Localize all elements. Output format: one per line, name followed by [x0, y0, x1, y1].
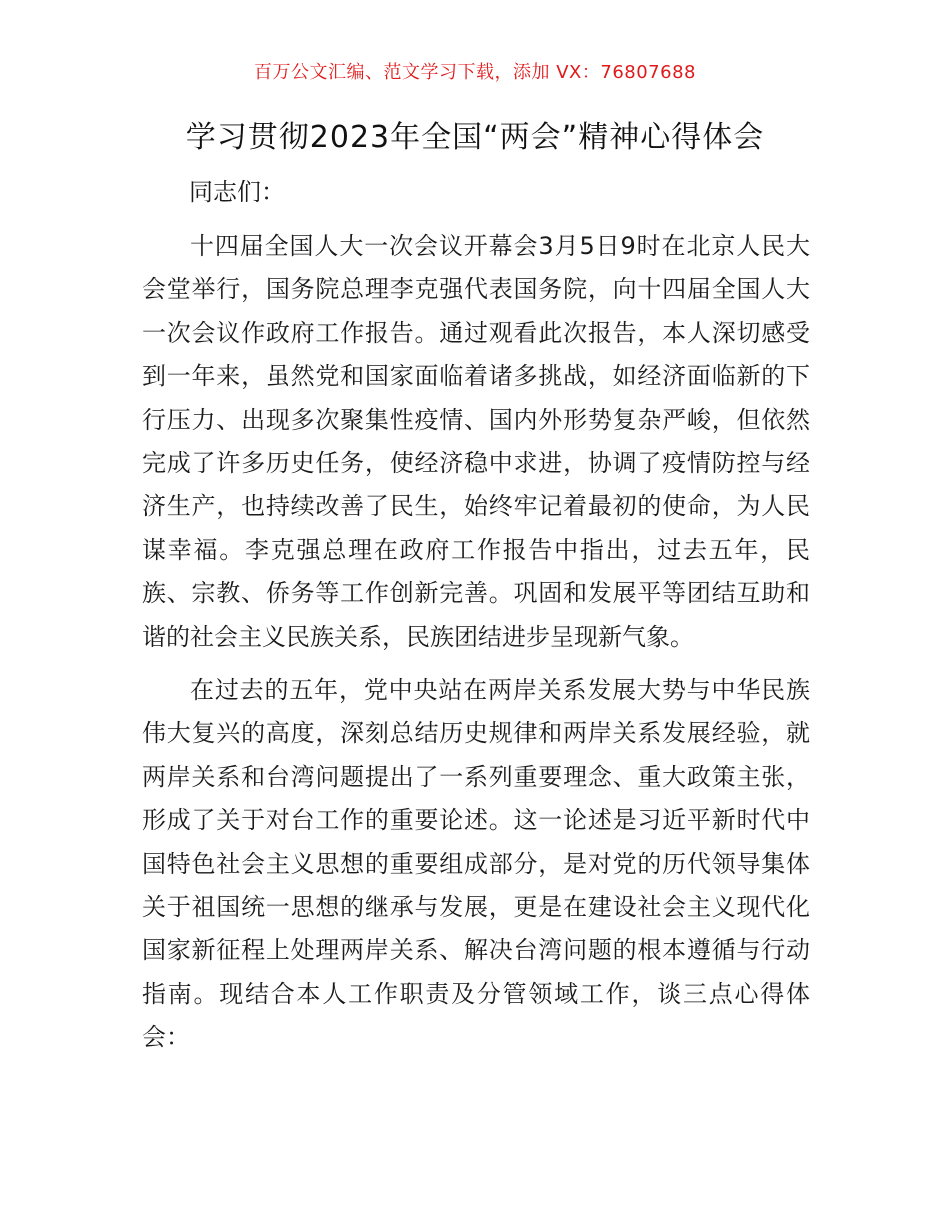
header-watermark-note: 百万公文汇编、范文学习下载，添加 VX：76807688 [254, 62, 696, 83]
salutation: 同志们： [189, 178, 285, 206]
body-paragraph-2: 在过去的五年，党中央站在两岸关系发展大势与中华民族伟大复兴的高度，深刻总结历史规律和两岸关系发展经验，就两岸关系和台湾问题提出了一系列重要理念、重大政策主张，形成了关于对台工作的重要论述。这一论述是习近平新时代中国特色社会主义思想的重要组成部分，是对党的历代领导集体关于祖国统一思想的继承与发展，更是在建设社会主义现代化国家新征程上处理两岸关系、解决台湾问题的根本遵循与行动指南。现结合本人工作职责及分管领域工作，谈三点心得体会： [142, 676, 810, 1052]
body-paragraph-1: 十四届全国人大一次会议开幕会3月5日9时在北京人民大会堂举行，国务院总理李克强代表国务院，向十四届全国人大一次会议作政府工作报告。通过观看此次报告，本人深切感受到一年来，虽然党和国家面临着诸多挑战，如经济面临新的下行压力、出现多次聚集性疫情、国内外形势复杂严峻，但依然完成了许多历史任务，使经济稳中求进，协调了疫情防控与经济生产，也持续改善了民生，始终牢记着最初的使命，为人民谋幸福。李克强总理在政府工作报告中指出，过去五年，民族、宗教、侨务等工作创新完善。巩固和发展平等团结互助和谐的社会主义民族关系，民族团结进步呈现新气象。 [142, 232, 810, 651]
page-title: 学习贯彻2023年全国“两会”精神心得体会 [185, 120, 765, 155]
